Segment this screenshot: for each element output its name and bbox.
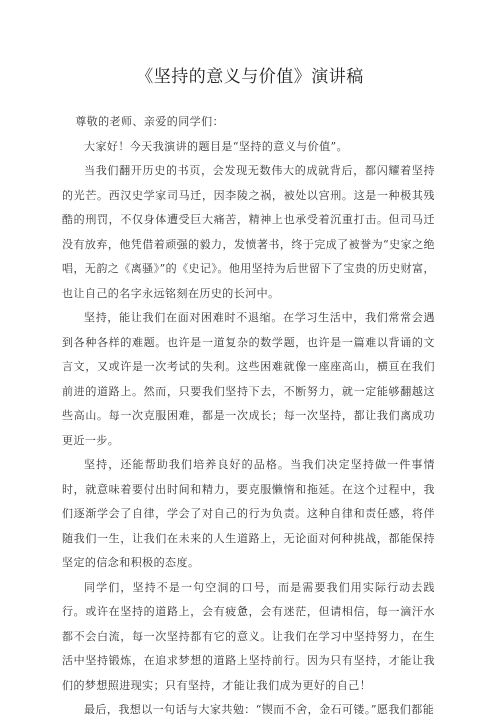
paragraph-action: 同学们，坚持不是一句空洞的口号，而是需要我们用实际行动去践行。或许在坚持的道路上，会有疲惫，会有迷茫，但请相信，每一滴汗水都不会白流，每一次坚持都有它的意义。让我们在学习中坚持努力，在生活中坚持锻炼，在追求梦想的道路上坚持前行。因为只有坚持，才能让我们的梦想照进现实；只有坚持，才能让我们成为更好的自己！ bbox=[62, 580, 435, 692]
paragraph-character: 坚持，还能帮助我们培养良好的品格。当我们决定坚持做一件事情时，就意味着要付出时间和精力，要克服懒惰和拖延。在这个过程中，我们逐渐学会了自律，学会了对自己的行为负责。这种自律和责任感，将伴随我们一生，让我们在未来的人生道路上，无论面对何种挑战，都能保持坚定的信念和积极的态度。 bbox=[62, 458, 435, 569]
document-title: 《坚持的意义与价值》演讲稿 bbox=[136, 67, 364, 87]
paragraph-facing-difficulty: 坚持，能让我们在面对困难时不退缩。在学习生活中，我们常常会遇到各种各样的难题。也许是一道复杂的数学题，也许是一篇难以背诵的文言文，又或许是一次考试的失利。这些困难就像一座座高山，横亘在我们前进的道路上。然而，只要我们坚持下去，不断努力，就一定能够翻越这些高山。每一次克服困难，都是一次成长；每一次坚持，都让我们离成功更近一步。 bbox=[62, 311, 435, 447]
speech-body bbox=[62, 110, 435, 723]
paragraph-closing: 最后，我想以一句话与大家共勉：“锲而不舍，金石可镂。”愿我们都能 bbox=[84, 703, 435, 716]
paragraph-sima-qian: 当我们翻开历史的书页，会发现无数伟大的成就背后，都闪耀着坚持的光芒。西汉史学家司马迁，因李陵之祸，被处以宫刑。这是一种极其残酷的刑罚，不仅身体遭受巨大痛苦，精神上也承受着沉重打击。但司马迁没有放弃，他凭借着顽强的毅力，发愤著书，终于完成了被誉为“史家之绝唱，无韵之《离骚》”的《史记》。他用坚持为后世留下了宝贵的历史财富，也让自己的名字永远铭刻在历史的长河中。 bbox=[62, 164, 435, 300]
paragraph-greeting: 大家好！今天我演讲的题目是“坚持的意义与价值”。 bbox=[84, 139, 349, 153]
salutation: 尊敬的老师、亲爱的同学们： bbox=[75, 115, 225, 128]
